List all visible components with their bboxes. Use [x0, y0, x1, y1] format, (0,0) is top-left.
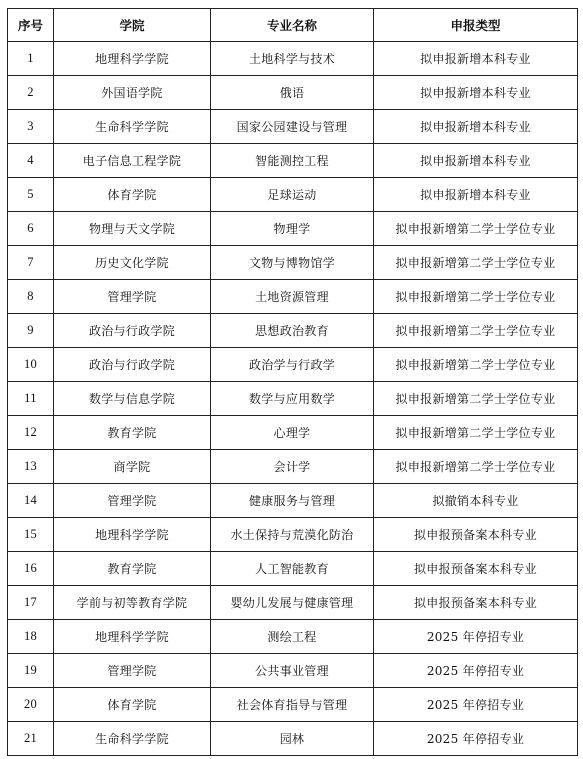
row-type-text: 拟申报新增本科专业 [420, 86, 531, 100]
row-school-cell [54, 110, 211, 144]
row-major-text: 会计学 [273, 460, 311, 474]
row-index-cell [8, 382, 54, 416]
table-row [8, 76, 578, 110]
row-school-text: 体育学院 [107, 698, 157, 712]
row-index-cell [8, 144, 54, 178]
row-major-cell [211, 620, 374, 654]
row-major-text: 数学与应用数学 [248, 392, 336, 406]
table-row [8, 552, 578, 586]
row-index-cell [8, 688, 54, 722]
row-major-cell [211, 144, 374, 178]
row-major-cell [211, 314, 374, 348]
row-index-text: 9 [27, 323, 34, 337]
row-index-text: 10 [23, 357, 38, 371]
row-index-text: 16 [23, 561, 38, 575]
row-type-cell [374, 110, 578, 144]
row-major-cell [211, 688, 374, 722]
header-type: 申报类型 [374, 9, 578, 42]
row-school-cell [54, 552, 211, 586]
table-header-row [8, 9, 578, 42]
row-school-text: 管理学院 [107, 664, 157, 678]
row-index-text: 21 [23, 731, 38, 745]
row-index-text: 8 [27, 289, 34, 303]
row-school-cell [54, 450, 211, 484]
row-type-cell [374, 654, 578, 688]
table-row [8, 620, 578, 654]
row-type-cell [374, 246, 578, 280]
row-major-text: 测绘工程 [267, 630, 317, 644]
table-row [8, 42, 578, 76]
row-school-text: 学前与初等教育学院 [76, 596, 188, 610]
row-type-cell [374, 450, 578, 484]
row-major-text: 国家公园建设与管理 [236, 120, 348, 134]
row-index-cell [8, 280, 54, 314]
table-row [8, 484, 578, 518]
table-row [8, 144, 578, 178]
row-major-cell [211, 76, 374, 110]
row-school-cell [54, 620, 211, 654]
row-type-text: 拟申报新增本科专业 [420, 154, 531, 168]
row-type-cell [374, 552, 578, 586]
row-index-text: 6 [27, 221, 34, 235]
row-type-text: 拟申报新增第二学士学位专业 [395, 460, 556, 474]
row-type-cell [374, 382, 578, 416]
row-school-cell [54, 280, 211, 314]
row-index-text: 18 [23, 629, 38, 643]
row-major-cell [211, 280, 374, 314]
row-school-cell [54, 688, 211, 722]
row-school-text: 地理科学学院 [95, 52, 169, 66]
row-index-text: 17 [23, 595, 38, 609]
row-major-cell [211, 212, 374, 246]
row-type-text: 拟申报新增本科专业 [420, 52, 531, 66]
row-major-text: 园林 [279, 732, 305, 746]
row-school-text: 政治与行政学院 [88, 324, 176, 338]
row-major-cell [211, 416, 374, 450]
row-type-text: 2025 年停招专业 [426, 630, 525, 644]
row-index-text: 14 [23, 493, 38, 507]
row-type-cell [374, 280, 578, 314]
table-row [8, 586, 578, 620]
row-school-cell [54, 722, 211, 756]
row-major-text: 土地资源管理 [255, 290, 329, 304]
row-major-cell [211, 110, 374, 144]
row-type-text: 拟撤销本科专业 [432, 494, 519, 508]
row-school-cell [54, 484, 211, 518]
row-type-text: 拟申报新增本科专业 [420, 188, 531, 202]
row-school-cell [54, 382, 211, 416]
row-major-cell [211, 382, 374, 416]
row-school-text: 管理学院 [107, 290, 157, 304]
row-index-cell [8, 178, 54, 212]
row-major-text: 健康服务与管理 [248, 494, 336, 508]
row-school-text: 商学院 [113, 460, 151, 474]
table-row [8, 212, 578, 246]
row-type-text: 拟申报新增第二学士学位专业 [395, 392, 556, 406]
row-index-cell [8, 484, 54, 518]
row-index-cell [8, 314, 54, 348]
row-school-text: 体育学院 [107, 188, 157, 202]
row-type-text: 拟申报预备案本科专业 [413, 528, 537, 542]
row-school-cell [54, 416, 211, 450]
row-school-cell [54, 246, 211, 280]
row-school-text: 政治与行政学院 [88, 358, 176, 372]
row-type-cell [374, 212, 578, 246]
table-row [8, 280, 578, 314]
row-major-cell [211, 348, 374, 382]
row-type-text: 2025 年停招专业 [426, 732, 525, 746]
row-major-cell [211, 484, 374, 518]
row-school-text: 生命科学学院 [95, 732, 169, 746]
row-major-text: 心理学 [273, 426, 311, 440]
row-school-text: 管理学院 [107, 494, 157, 508]
row-school-cell [54, 76, 211, 110]
table-row [8, 450, 578, 484]
row-type-text: 拟申报新增第二学士学位专业 [395, 222, 556, 236]
row-school-text: 地理科学学院 [95, 630, 169, 644]
row-type-text: 拟申报新增第二学士学位专业 [395, 358, 556, 372]
row-major-text: 土地科学与技术 [248, 52, 336, 66]
row-index-cell [8, 722, 54, 756]
table-body [8, 42, 578, 756]
row-type-cell [374, 484, 578, 518]
row-index-text: 11 [24, 391, 37, 405]
row-major-cell [211, 654, 374, 688]
row-school-text: 数学与信息学院 [88, 392, 176, 406]
row-type-text: 拟申报预备案本科专业 [413, 596, 537, 610]
row-type-cell [374, 178, 578, 212]
row-type-cell [374, 144, 578, 178]
row-index-text: 2 [27, 85, 34, 99]
row-type-text: 拟申报新增第二学士学位专业 [395, 290, 556, 304]
table-row [8, 382, 578, 416]
table-row [8, 416, 578, 450]
row-major-text: 俄语 [279, 86, 305, 100]
row-major-cell [211, 518, 374, 552]
row-index-text: 13 [23, 459, 38, 473]
table-row [8, 722, 578, 756]
row-school-cell [54, 348, 211, 382]
header-index: 序号 [8, 9, 54, 42]
row-index-cell [8, 620, 54, 654]
row-major-text: 智能测控工程 [255, 154, 329, 168]
row-index-cell [8, 246, 54, 280]
row-type-text: 拟申报新增本科专业 [420, 120, 531, 134]
row-school-text: 教育学院 [107, 562, 157, 576]
row-index-cell [8, 552, 54, 586]
row-type-text: 2025 年停招专业 [426, 664, 525, 678]
row-type-cell [374, 348, 578, 382]
row-index-text: 20 [23, 697, 38, 711]
row-index-text: 3 [27, 119, 34, 133]
document-sheet [7, 8, 577, 756]
row-major-cell [211, 178, 374, 212]
row-index-cell [8, 348, 54, 382]
row-school-cell [54, 654, 211, 688]
row-school-cell [54, 178, 211, 212]
row-school-text: 地理科学学院 [95, 528, 169, 542]
row-major-text: 足球运动 [267, 188, 317, 202]
row-type-cell [374, 314, 578, 348]
row-major-text: 物理学 [273, 222, 311, 236]
table-row [8, 654, 578, 688]
majors-table [7, 8, 578, 756]
row-school-text: 物理与天文学院 [88, 222, 176, 236]
row-major-cell [211, 722, 374, 756]
row-school-cell [54, 586, 211, 620]
row-index-cell [8, 450, 54, 484]
row-major-cell [211, 552, 374, 586]
row-major-text: 政治学与行政学 [248, 358, 336, 372]
row-school-text: 历史文化学院 [95, 256, 169, 270]
table-row [8, 314, 578, 348]
row-type-cell [374, 586, 578, 620]
row-type-text: 拟申报新增第二学士学位专业 [395, 324, 556, 338]
row-index-text: 12 [23, 425, 38, 439]
row-school-cell [54, 212, 211, 246]
row-major-text: 婴幼儿发展与健康管理 [230, 596, 354, 610]
row-index-cell [8, 586, 54, 620]
row-index-cell [8, 110, 54, 144]
row-index-cell [8, 42, 54, 76]
row-major-text: 社会体育指导与管理 [236, 698, 348, 712]
row-type-cell [374, 42, 578, 76]
row-school-cell [54, 518, 211, 552]
row-school-text: 生命科学学院 [95, 120, 169, 134]
row-index-cell [8, 416, 54, 450]
table-row [8, 110, 578, 144]
row-index-text: 4 [27, 153, 34, 167]
table-row [8, 348, 578, 382]
row-index-text: 1 [27, 51, 34, 65]
row-type-cell [374, 416, 578, 450]
row-type-cell [374, 518, 578, 552]
row-major-cell [211, 246, 374, 280]
row-type-text: 拟申报新增第二学士学位专业 [395, 426, 556, 440]
row-type-cell [374, 722, 578, 756]
row-index-text: 5 [27, 187, 34, 201]
table-row [8, 688, 578, 722]
row-major-cell [211, 586, 374, 620]
row-index-text: 15 [23, 527, 38, 541]
row-school-text: 外国语学院 [101, 86, 163, 100]
row-major-text: 公共事业管理 [255, 664, 329, 678]
row-major-text: 思想政治教育 [255, 324, 329, 338]
row-major-cell [211, 450, 374, 484]
row-type-text: 拟申报预备案本科专业 [413, 562, 537, 576]
row-type-text: 拟申报新增第二学士学位专业 [395, 256, 556, 270]
row-major-text: 文物与博物馆学 [248, 256, 336, 270]
header-school: 学院 [54, 9, 211, 42]
row-index-cell [8, 76, 54, 110]
table-row [8, 246, 578, 280]
row-school-text: 教育学院 [107, 426, 157, 440]
row-index-cell [8, 654, 54, 688]
row-school-cell [54, 314, 211, 348]
row-index-text: 7 [27, 255, 34, 269]
table-row [8, 518, 578, 552]
row-school-text: 电子信息工程学院 [82, 154, 182, 168]
row-major-text: 人工智能教育 [255, 562, 329, 576]
row-type-cell [374, 76, 578, 110]
table-row [8, 178, 578, 212]
row-major-cell [211, 42, 374, 76]
row-index-cell [8, 518, 54, 552]
header-major: 专业名称 [211, 9, 374, 42]
row-index-text: 19 [23, 663, 38, 677]
row-index-cell [8, 212, 54, 246]
row-type-cell [374, 688, 578, 722]
row-major-text: 水土保持与荒漠化防治 [230, 528, 354, 542]
row-school-cell [54, 42, 211, 76]
row-type-cell [374, 620, 578, 654]
row-type-text: 2025 年停招专业 [426, 698, 525, 712]
row-school-cell [54, 144, 211, 178]
